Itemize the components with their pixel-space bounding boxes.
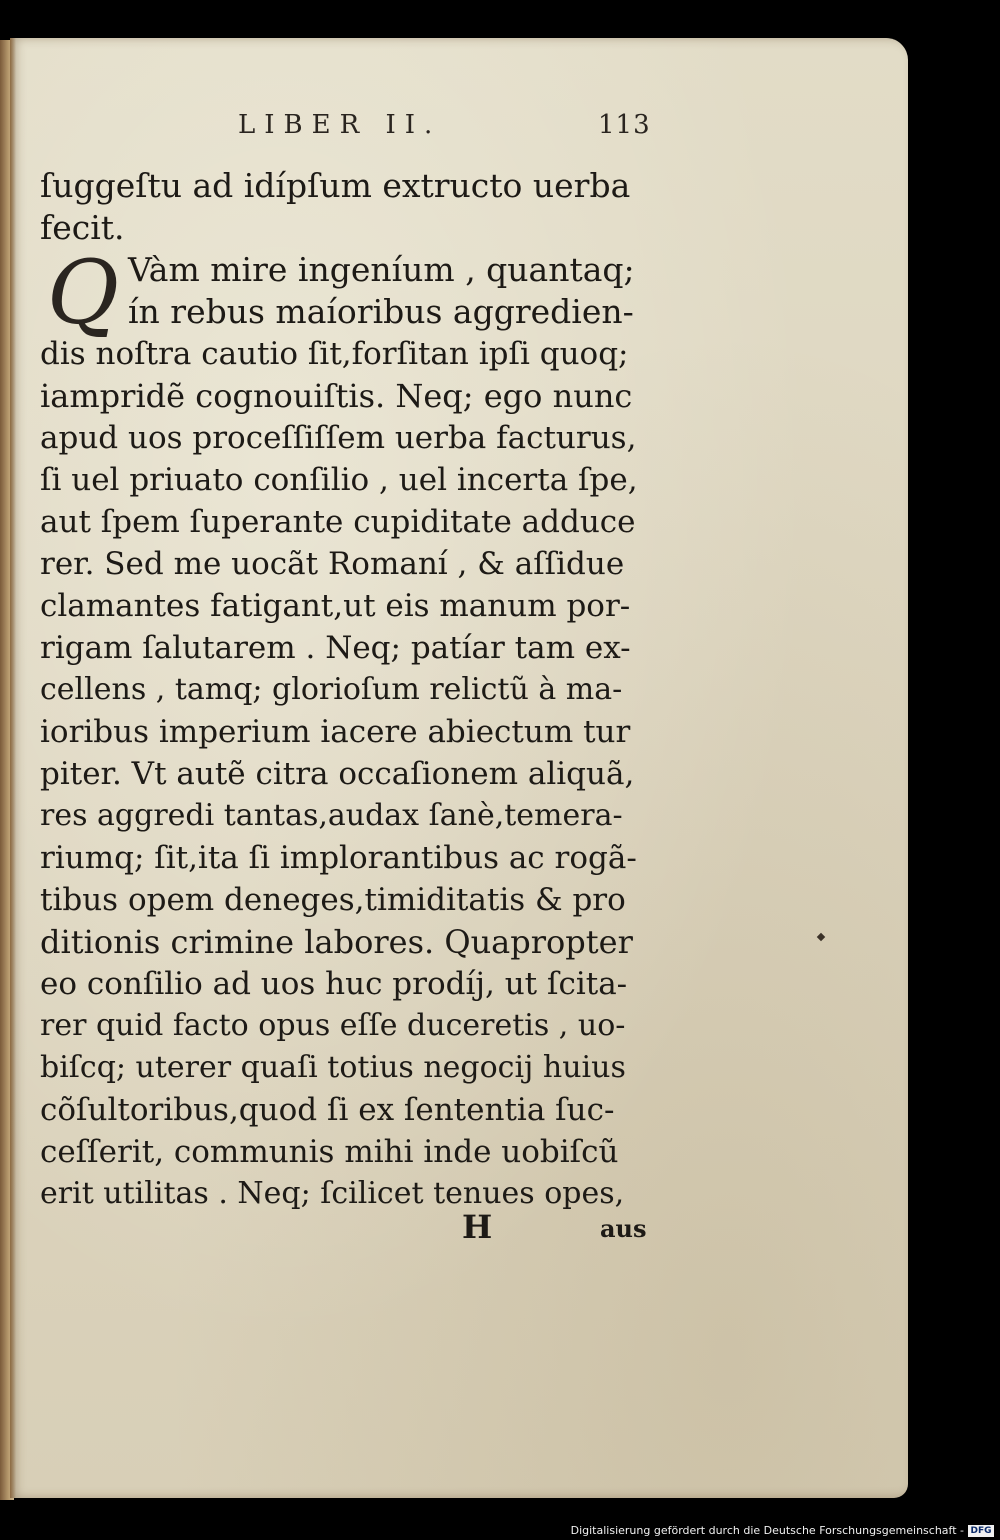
text-line: erit utilitas . Neq; ſcilicet tenues opes, [40, 1176, 625, 1211]
text-line: cellens , tamq; glorioſum relictũ à ma- [40, 672, 623, 707]
text-line: tibus opem deneges,timiditatis & pro [40, 882, 626, 918]
text-line: apud uos proceſſiſſem uerba facturus, [40, 420, 637, 456]
text-line: eo conſilio ad uos huc prodíj, ut ſcita- [40, 966, 628, 1002]
digitization-credit: Digitalisierung gefördert durch die Deutsche Forschungsgemeinschaft - [570, 1524, 964, 1537]
text-line: biſcq; uterer quaſi totius negocij huius [40, 1050, 626, 1085]
page-gutter-shadow [10, 38, 16, 1498]
page-number: 113 [598, 110, 651, 140]
text-line: clamantes fatigant,ut eis manum por- [40, 588, 631, 624]
text-line: Vàm mire ingeníum , quantaq; [128, 250, 635, 289]
text-line: ditionis crimine labores. Quapropter [40, 923, 633, 961]
text-line: ioribus imperium iacere abiectum tur [40, 714, 631, 750]
text-line: rer quid facto opus eſſe duceretis , uo- [40, 1008, 626, 1043]
drop-initial: Q [46, 241, 120, 344]
text-line: cõſultoribus,quod ſi ex ſententia ſuc- [40, 1092, 615, 1128]
text-line: ín rebus maíoribus aggredien- [128, 292, 634, 331]
text-line: iampridẽ cognouiſtis. Neq; ego nunc [40, 377, 633, 415]
signature-mark: H [462, 1208, 493, 1246]
page-foot [462, 1208, 662, 1252]
text-line: ſuggeſtu ad idípſum extructo uerba [40, 166, 631, 205]
text-line: rigam ſalutarem . Neq; patíar tam ex- [40, 630, 631, 666]
text-line: ſi uel priuato conſilio , uel incerta ſpe, [40, 462, 638, 498]
text-line: ceſſerit, communis mihi inde uobiſcũ [40, 1134, 619, 1170]
text-line: res aggredi tantas,audax ſanè,temera- [40, 798, 623, 833]
running-title: LIBER II. [238, 110, 442, 140]
text-line: aut ſpem ſuperante cupiditate adduce [40, 504, 636, 540]
text-line: riumq; ſit,ita ſi implorantibus ac rogã- [40, 840, 637, 876]
running-head [238, 110, 651, 150]
dfg-logo-icon: DFG [968, 1525, 994, 1537]
text-line: fecit. [40, 208, 125, 247]
text-line: rer. Sed me uocãt Romaní , & aſſidue [40, 546, 625, 582]
text-line: dis noſtra cautio ſit,forſitan ipſi quoq; [40, 336, 629, 372]
text-line: piter. Vt autẽ citra occaſionem aliquã, [40, 756, 635, 792]
catchword: aus [600, 1214, 647, 1243]
